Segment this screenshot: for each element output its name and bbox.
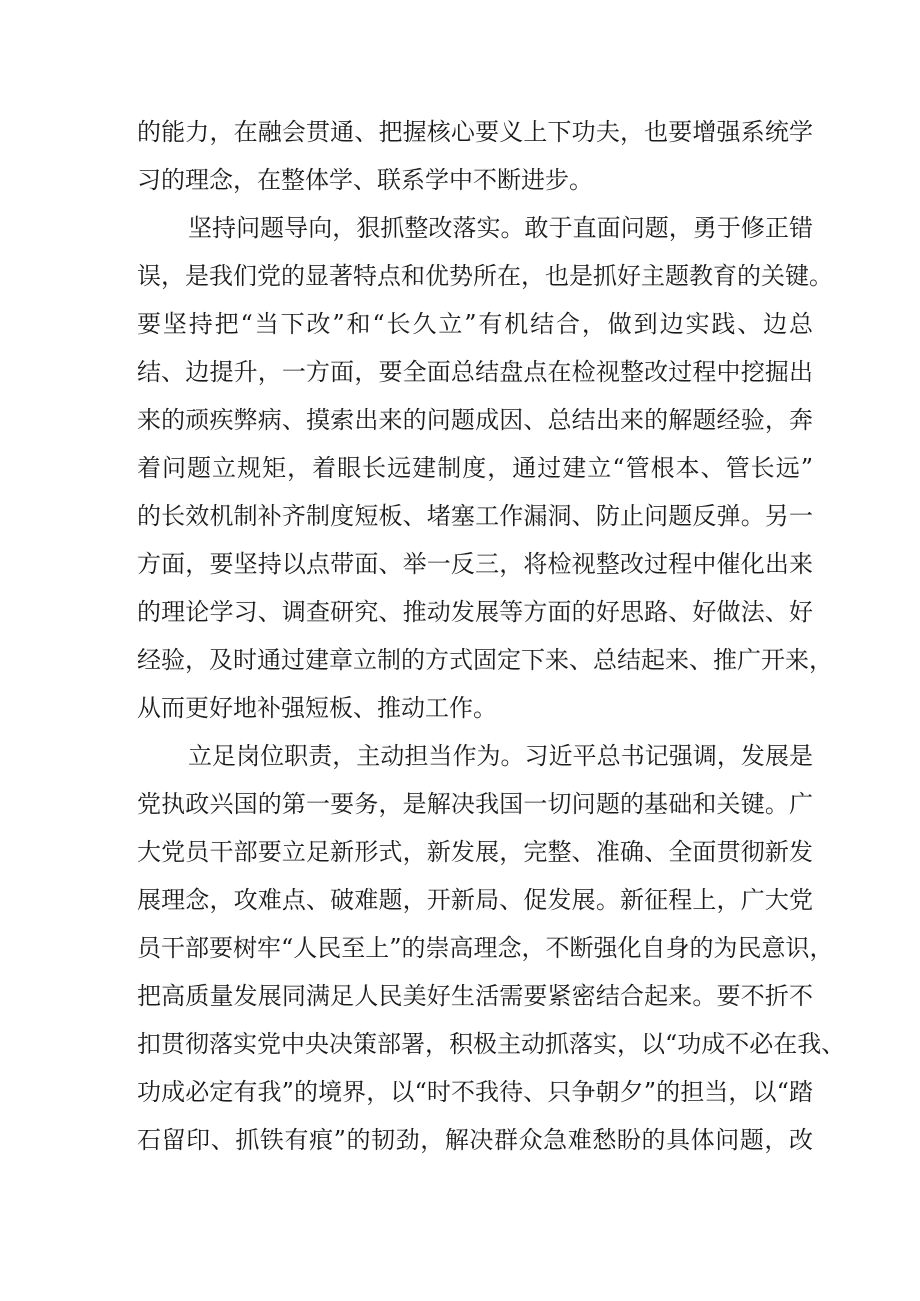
text-line: 来的顽疾弊病、摸索出来的问题成因、总结出来的解题经验，奔 — [137, 406, 813, 434]
document-body — [137, 108, 846, 1164]
text-line: 展理念，攻难点、破难题，开新局、促发展。新征程上，广大党 — [137, 886, 813, 914]
text-line: 的能力，在融会贯通、把握核心要义上下功夫，也要增强系统学 — [137, 118, 813, 146]
text-line: 方面，要坚持以点带面、举一反三，将检视整改过程中催化出来 — [137, 550, 813, 578]
paragraph-first-line: 坚持问题导向，狠抓整改落实。敢于直面问题，勇于修正错 — [188, 214, 813, 242]
text-line: 误，是我们党的显著特点和优势所在，也是抓好主题教育的关键。 — [137, 262, 833, 290]
text-line: 大党员干部要立足新形式，新发展，完整、准确、全面贯彻新发 — [137, 838, 813, 866]
text-line: 要坚持把“当下改”和“长久立”有机结合，做到边实践、边总 — [137, 310, 813, 338]
text-line: 功成必定有我”的境界，以“时不我待、只争朝夕”的担当，以“踏 — [137, 1078, 813, 1106]
text-line: 石留印、抓铁有痕”的韧劲，解决群众急难愁盼的具体问题，改 — [137, 1126, 813, 1154]
text-line: 经验，及时通过建章立制的方式固定下来、总结起来、推广开来， — [137, 646, 833, 674]
text-line: 员干部要树牢“人民至上”的崇高理念，不断强化自身的为民意识， — [137, 934, 834, 962]
paragraph-first-line: 立足岗位职责，主动担当作为。习近平总书记强调，发展是 — [188, 742, 813, 770]
text-line: 的理论学习、调查研究、推动发展等方面的好思路、好做法、好 — [137, 598, 813, 626]
text-line: 从而更好地补强短板、推动工作。 — [137, 694, 497, 722]
text-line: 结、边提升，一方面，要全面总结盘点在检视整改过程中挖掘出 — [137, 358, 813, 386]
text-line: 党执政兴国的第一要务，是解决我国一切问题的基础和关键。广 — [137, 790, 813, 818]
text-line: 着问题立规矩，着眼长远建制度，通过建立“管根本、管长远” — [137, 454, 813, 482]
text-line: 扣贯彻落实党中央决策部署，积极主动抓落实，以“功成不必在我、 — [137, 1030, 846, 1058]
text-line: 习的理念，在整体学、联系学中不断进步。 — [137, 166, 593, 194]
text-line: 把高质量发展同满足人民美好生活需要紧密结合起来。要不折不 — [137, 982, 813, 1010]
text-line: 的长效机制补齐制度短板、堵塞工作漏洞、防止问题反弹。另一 — [137, 502, 813, 530]
